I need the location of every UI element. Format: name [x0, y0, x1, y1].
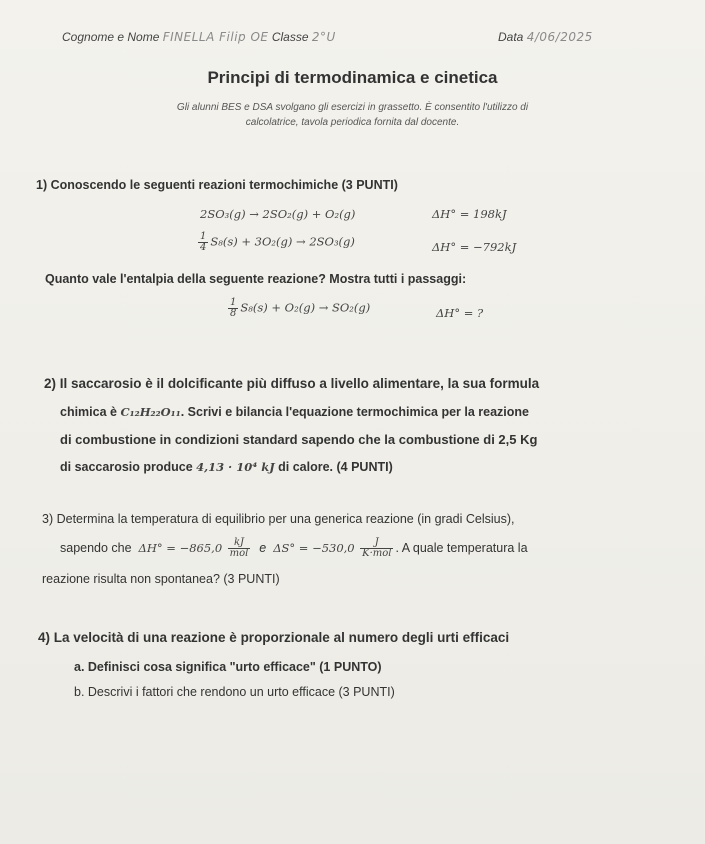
q4-item-b: b. Descrivi i fattori che rendono un urto efficace (3 PUNTI) [74, 685, 395, 699]
q1-reaction-2-enthalpy: ΔH° = −792kJ [432, 240, 517, 254]
page-title: Principi di termodinamica e cinetica [207, 68, 498, 87]
q4-line-1: 4) La velocità di una reazione è proporzionale al numero degli urti efficaci [38, 630, 510, 645]
q3-line-2: sapendo che ΔH° = −865,0 $\frac{kJ}{\text{mol}}$ e ΔS° = −530,0 $\frac{J}{\text{K·mol}}$ . A quale temperatura la [60, 537, 528, 559]
heat-value: 4,13 · 10⁴ kJ [196, 460, 275, 474]
q3-entropy: ΔS° = −530,0 [273, 540, 355, 555]
q1-reaction-3-enthalpy: ΔH° = ? [436, 306, 484, 320]
q3-line-1: 3) Determina la temperatura di equilibrio per una generica reazione (in gradi Celsius), [42, 512, 515, 526]
q1-reaction-1-enthalpy: ΔH° = 198kJ [432, 207, 507, 221]
q3-entropy-unit: $\frac{J}{\text{K·mol}}$ [362, 537, 392, 559]
sucrose-formula: C₁₂H₂₂O₁₁ [120, 405, 181, 419]
q1-reaction-1: 2SO₃(g) → 2SO₂(g) + O₂(g) [200, 207, 356, 221]
q1-question: Quanto vale l'entalpia della seguente reazione? Mostra tutti i passaggi: [45, 272, 467, 286]
q2-line-1: 2) Il saccarosio è il dolcificante più diffuso a livello alimentare, la sua formula [44, 376, 540, 391]
q4-item-a: a. Definisci cosa significa "urto efficace" (1 PUNTO) [74, 660, 382, 674]
name-handwritten: FINELLA Filip OE [162, 30, 269, 44]
q1-intro: 1) Conoscendo le seguenti reazioni termochimiche (3 PUNTI) [36, 178, 398, 192]
q3-enthalpy-unit: $\frac{kJ}{\text{mol}}$ [229, 537, 249, 559]
q2-line-4: di saccarosio produce 4,13 · 10⁴ kJ di calore. (4 PUNTI) [60, 460, 393, 474]
q1-reaction-3: $\frac{1}{8}$ S₈(s) + O₂(g) → SO₂(g) [230, 297, 371, 319]
note-line-1: Gli alunni BES e DSA svolgano gli esercizi in grassetto. È consentito l'utilizzo di [176, 102, 529, 113]
date-handwritten: 4/06/2025 [526, 30, 593, 44]
q2-line-2: chimica è C₁₂H₂₂O₁₁. Scrivi e bilancia l'equazione termochimica per la reazione [60, 405, 529, 419]
class-handwritten: 2°U [311, 30, 336, 44]
q1-reaction-2-fraction: $\frac{1}{4}$ [200, 231, 207, 253]
class-label: Classe [271, 30, 309, 44]
name-label: Cognome e Nome [62, 30, 160, 44]
q1-reaction-2: $\frac{1}{4}$ S₈(s) + 3O₂(g) → 2SO₃(g) [200, 231, 355, 253]
q2-line-3: di combustione in condizioni standard sapendo che la combustione di 2,5 Kg [60, 432, 538, 447]
q1-reaction-3-fraction: $\frac{1}{8}$ [230, 297, 237, 319]
date-label: Data [498, 30, 524, 44]
instructions-note [0, 100, 705, 130]
note-line-2: calcolatrice, tavola periodica fornita dal docente. [245, 117, 460, 128]
q3-enthalpy: ΔH° = −865,0 [138, 540, 223, 555]
student-header [62, 30, 336, 44]
date-field [498, 30, 593, 44]
q3-line-3: reazione risulta non spontanea? (3 PUNTI) [42, 572, 280, 586]
